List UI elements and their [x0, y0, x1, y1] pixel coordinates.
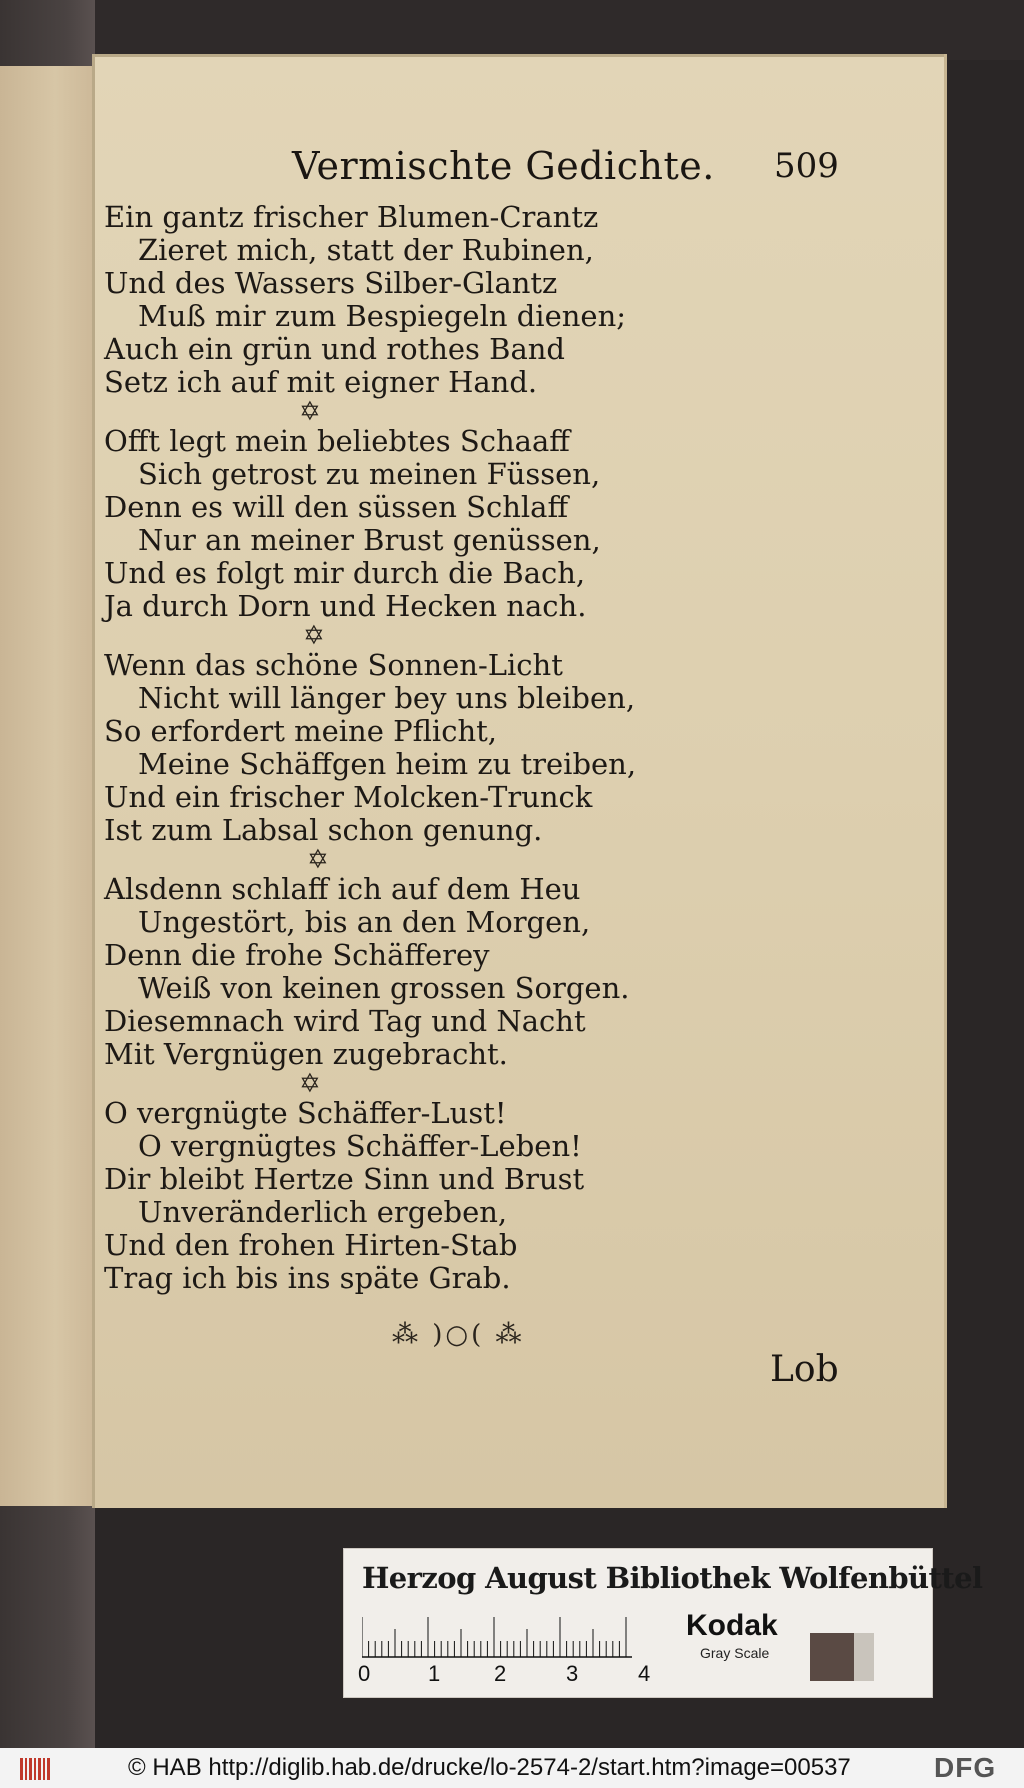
running-head: Vermischte Gedichte.	[292, 144, 715, 188]
poem-line: Und des Wassers Silber-Glantz	[104, 266, 558, 300]
stanza-separator-icon: ✡	[299, 1069, 321, 1099]
poem-line: Denn es will den süssen Schlaff	[104, 490, 569, 524]
poem-line: Offt legt mein beliebtes Schaaff	[104, 424, 570, 458]
facing-page-edge	[0, 66, 92, 1506]
poem-line: Und ein frischer Molcken-Trunck	[104, 780, 593, 814]
poem-line: Dir bleibt Hertze Sinn und Brust	[104, 1162, 585, 1196]
poem-line: Denn die frohe Schäfferey	[104, 938, 490, 972]
poem-line: Nicht will länger bey uns bleiben,	[138, 681, 636, 715]
poem-line: Unveränderlich ergeben,	[138, 1195, 508, 1229]
ruler-number: 3	[566, 1661, 579, 1686]
gray-patch-light	[854, 1633, 874, 1681]
poem-line: Ungestört, bis an den Morgen,	[138, 905, 591, 939]
hab-barcode-icon	[20, 1756, 50, 1782]
poem-line: O vergnügte Schäffer-Lust!	[104, 1096, 507, 1130]
poem-line: Zieret mich, statt der Rubinen,	[138, 233, 594, 267]
poem-line: Muß mir zum Bespiegeln dienen;	[138, 299, 627, 333]
book-page	[92, 54, 947, 1508]
measurement-ruler	[362, 1613, 662, 1659]
poem-line: Weiß von keinen grossen Sorgen.	[138, 971, 630, 1005]
poem-line: Ja durch Dorn und Hecken nach.	[104, 589, 587, 623]
catchword: Lob	[770, 1349, 839, 1390]
ruler-number: 2	[494, 1661, 507, 1686]
gray-scale-label: Gray Scale	[700, 1645, 770, 1661]
end-ornament: ⁂ )○( ⁂	[392, 1320, 525, 1350]
source-link[interactable]: © HAB http://diglib.hab.de/drucke/lo-2574-2/start.htm?image=00537	[128, 1754, 851, 1781]
poem-line: Nur an meiner Brust genüssen,	[138, 523, 601, 557]
poem-line: Alsdenn schlaff ich auf dem Heu	[104, 872, 581, 906]
ruler-number: 0	[358, 1661, 371, 1686]
kodak-logo: Kodak	[686, 1609, 778, 1642]
poem-line: Und den frohen Hirten-Stab	[104, 1228, 518, 1262]
footer-bar	[0, 1748, 1024, 1788]
poem-line: Diesemnach wird Tag und Nacht	[104, 1004, 586, 1038]
poem-line: Setz ich auf mit eigner Hand.	[104, 365, 538, 399]
poem-line: Und es folgt mir durch die Bach,	[104, 556, 586, 590]
poem-line: Mit Vergnügen zugebracht.	[104, 1037, 508, 1071]
poem-line: Sich getrost zu meinen Füssen,	[138, 457, 601, 491]
poem-line: So erfordert meine Pflicht,	[104, 714, 498, 748]
stanza-separator-icon: ✡	[307, 845, 329, 875]
stanza-separator-icon: ✡	[303, 621, 325, 651]
poem-line: Wenn das schöne Sonnen-Licht	[104, 648, 563, 682]
poem-line: Ist zum Labsal schon genung.	[104, 813, 543, 847]
library-label	[343, 1548, 983, 1698]
stanza-separator-icon: ✡	[299, 397, 321, 427]
scanner-background	[0, 0, 1024, 60]
gray-patch-dark	[810, 1633, 854, 1681]
page-number: 509	[774, 146, 839, 186]
poem-line: Trag ich bis ins späte Grab.	[104, 1261, 511, 1295]
poem-line: Ein gantz frischer Blumen-Crantz	[104, 200, 599, 234]
poem-line: Auch ein grün und rothes Band	[104, 332, 565, 366]
ruler-number: 1	[428, 1661, 441, 1686]
poem-line: Meine Schäffgen heim zu treiben,	[138, 747, 637, 781]
ruler-number: 4	[638, 1661, 651, 1686]
dfg-logo: DFG	[934, 1752, 997, 1783]
poem-line: O vergnügtes Schäffer-Leben!	[138, 1129, 582, 1163]
poem	[104, 201, 664, 1295]
library-name: Herzog August Bibliothek Wolfenbüttel	[362, 1561, 983, 1595]
